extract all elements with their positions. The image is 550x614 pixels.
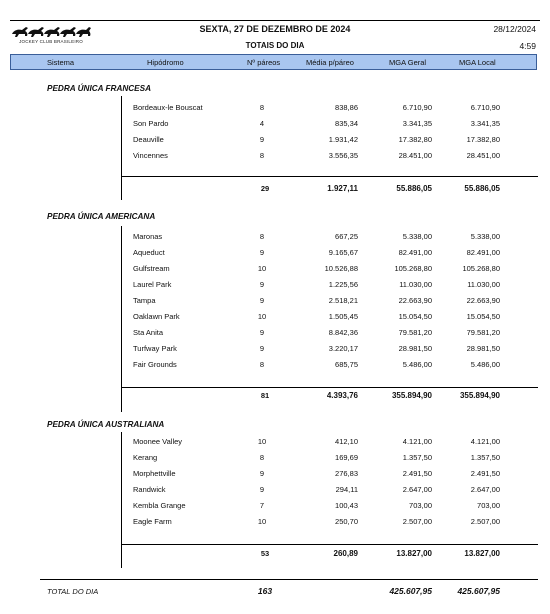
- mga-geral: 5.486,00: [402, 360, 432, 369]
- track-name: Son Pardo: [133, 119, 169, 128]
- mga-local: 5.338,00: [470, 232, 500, 241]
- average-per-race: 1.931,42: [328, 135, 358, 144]
- mga-local: 79.581,20: [466, 328, 500, 337]
- mga-geral: 2.491,50: [402, 469, 432, 478]
- mga-local: 17.382,80: [466, 135, 500, 144]
- col-media: Média p/páreo: [306, 58, 354, 67]
- section-title: PEDRA ÚNICA FRANCESA: [47, 84, 152, 93]
- mga-geral: 17.382,80: [398, 135, 432, 144]
- average-per-race: 9.165,67: [328, 248, 358, 257]
- table-row: [0, 469, 550, 485]
- table-row: [0, 280, 550, 296]
- average-per-race: 412,10: [335, 437, 358, 446]
- mga-local: 15.054,50: [466, 312, 500, 321]
- grand-total-mga-geral: 425.607,95: [389, 586, 432, 596]
- track-name: Tampa: [133, 296, 156, 305]
- race-count: 8: [259, 453, 265, 462]
- track-name: Aqueduct: [133, 248, 165, 257]
- track-name: Moonee Valley: [133, 437, 183, 446]
- average-per-race: 3.556,35: [328, 151, 358, 160]
- average-per-race: 8.842,36: [328, 328, 358, 337]
- race-count: 8: [259, 151, 265, 160]
- col-pareos: Nº páreos: [247, 58, 281, 67]
- mga-local: 6.710,90: [470, 103, 500, 112]
- mga-local: 28.981,50: [466, 344, 500, 353]
- mga-local: 28.451,00: [466, 151, 500, 160]
- average-per-race: 685,75: [335, 360, 358, 369]
- average-per-race: 1.505,45: [328, 312, 358, 321]
- table-row: [0, 517, 550, 533]
- mga-local: 22.663,90: [466, 296, 500, 305]
- average-per-race: 100,43: [335, 501, 358, 510]
- mga-local: 4.121,00: [470, 437, 500, 446]
- subtotal-mga-geral: 55.886,05: [396, 184, 432, 193]
- mga-local: 2.491,50: [470, 469, 500, 478]
- race-count: 8: [259, 232, 265, 241]
- average-per-race: 10.526,88: [324, 264, 358, 273]
- table-row: [0, 485, 550, 501]
- mga-geral: 22.663,90: [398, 296, 432, 305]
- average-per-race: 169,69: [335, 453, 358, 462]
- track-name: Sta Anita: [133, 328, 164, 337]
- mga-geral: 82.491,00: [398, 248, 432, 257]
- race-count: 8: [259, 103, 265, 112]
- mga-geral: 28.981,50: [398, 344, 432, 353]
- track-name: Oaklawn Park: [133, 312, 180, 321]
- average-per-race: 3.220,17: [328, 344, 358, 353]
- table-row: [0, 312, 550, 328]
- print-time: 4:59: [519, 41, 536, 51]
- track-name: Deauville: [133, 135, 164, 144]
- average-per-race: 294,11: [335, 485, 358, 494]
- table-row: [0, 248, 550, 264]
- track-name: Fair Grounds: [133, 360, 177, 369]
- header-top-rule: [10, 20, 540, 21]
- subtotal-pareos: 53: [260, 549, 270, 558]
- report-subtitle: TOTAIS DO DIA: [245, 41, 305, 50]
- race-count: 7: [259, 501, 265, 510]
- track-name: Gulfstream: [133, 264, 170, 273]
- subtotal-rule: [121, 176, 538, 177]
- table-row: [0, 501, 550, 517]
- mga-geral: 2.507,00: [402, 517, 432, 526]
- race-count: 8: [259, 360, 265, 369]
- average-per-race: 250,70: [335, 517, 358, 526]
- race-count: 4: [259, 119, 265, 128]
- subtotal-pareos: 81: [260, 391, 270, 400]
- subtotal-media: 4.393,76: [326, 391, 358, 400]
- logo-caption: JOCKEY CLUB BRASILEIRO: [19, 39, 83, 44]
- subtotal-media: 260,89: [333, 549, 358, 558]
- track-name: Morphettville: [133, 469, 176, 478]
- track-name: Maronas: [133, 232, 163, 241]
- mga-geral: 703,00: [409, 501, 432, 510]
- grand-total-pareos: 163: [257, 586, 273, 596]
- track-name: Laurel Park: [133, 280, 172, 289]
- race-count: 9: [259, 248, 265, 257]
- table-row: [0, 296, 550, 312]
- track-name: Bordeaux-le Bouscat: [133, 103, 203, 112]
- race-count: 9: [259, 135, 265, 144]
- track-name: Kembla Grange: [133, 501, 186, 510]
- section-title: PEDRA ÚNICA AMERICANA: [47, 212, 156, 221]
- race-count: 10: [257, 437, 267, 446]
- col-mga-local: MGA Local: [459, 58, 496, 67]
- column-header-bar: [10, 54, 537, 70]
- col-hipodromo: Hipódromo: [147, 58, 184, 67]
- subtotal-pareos: 29: [260, 184, 270, 193]
- mga-geral: 2.647,00: [402, 485, 432, 494]
- track-name: Eagle Farm: [133, 517, 172, 526]
- mga-geral: 3.341,35: [402, 119, 432, 128]
- mga-local: 1.357,50: [470, 453, 500, 462]
- table-row: [0, 103, 550, 119]
- subtotal-rule: [121, 387, 538, 388]
- table-row: [0, 344, 550, 360]
- table-row: [0, 232, 550, 248]
- average-per-race: 2.518,21: [328, 296, 358, 305]
- mga-geral: 6.710,90: [402, 103, 432, 112]
- race-count: 9: [259, 469, 265, 478]
- subtotal-mga-geral: 355.894,90: [391, 391, 432, 400]
- subtotal-rule: [121, 544, 538, 545]
- mga-geral: 79.581,20: [398, 328, 432, 337]
- average-per-race: 838,86: [335, 103, 358, 112]
- mga-local: 5.486,00: [470, 360, 500, 369]
- mga-geral: 5.338,00: [402, 232, 432, 241]
- grand-total-rule: [40, 579, 538, 580]
- mga-local: 703,00: [477, 501, 500, 510]
- race-count: 10: [257, 312, 267, 321]
- average-per-race: 667,25: [335, 232, 358, 241]
- race-count: 10: [257, 264, 267, 273]
- average-per-race: 276,83: [335, 469, 358, 478]
- mga-geral: 105.268,80: [394, 264, 432, 273]
- track-name: Randwick: [133, 485, 166, 494]
- grand-total-mga-local: 425.607,95: [457, 586, 500, 596]
- col-mga-geral: MGA Geral: [389, 58, 427, 67]
- average-per-race: 1.225,56: [328, 280, 358, 289]
- mga-local: 11.030,00: [467, 280, 500, 289]
- table-row: [0, 360, 550, 376]
- table-row: [0, 437, 550, 453]
- subtotal-mga-local: 355.894,90: [459, 391, 500, 400]
- race-count: 9: [259, 344, 265, 353]
- race-count: 9: [259, 296, 265, 305]
- mga-local: 82.491,00: [466, 248, 500, 257]
- race-count: 9: [259, 485, 265, 494]
- print-date: 28/12/2024: [493, 24, 536, 34]
- track-name: Turfway Park: [133, 344, 177, 353]
- table-row: [0, 453, 550, 469]
- track-name: Vincennes: [133, 151, 168, 160]
- subtotal-mga-local: 55.886,05: [464, 184, 500, 193]
- mga-geral: 11.030,00: [399, 280, 432, 289]
- average-per-race: 835,34: [335, 119, 358, 128]
- mga-geral: 28.451,00: [398, 151, 432, 160]
- subtotal-mga-local: 13.827,00: [464, 549, 500, 558]
- mga-geral: 15.054,50: [398, 312, 432, 321]
- mga-local: 2.647,00: [470, 485, 500, 494]
- mga-geral: 4.121,00: [402, 437, 432, 446]
- grand-total-label: TOTAL DO DIA: [47, 587, 99, 596]
- mga-local: 2.507,00: [470, 517, 500, 526]
- mga-local: 3.341,35: [470, 119, 500, 128]
- table-row: [0, 328, 550, 344]
- subtotal-media: 1.927,11: [327, 184, 358, 193]
- subtotal-mga-geral: 13.827,00: [396, 549, 432, 558]
- table-row: [0, 135, 550, 151]
- table-row: [0, 264, 550, 280]
- table-row: [0, 151, 550, 167]
- mga-geral: 1.357,50: [402, 453, 432, 462]
- race-count: 9: [259, 328, 265, 337]
- track-name: Kerang: [133, 453, 158, 462]
- mga-local: 105.268,80: [462, 264, 500, 273]
- section-title: PEDRA ÚNICA AUSTRALIANA: [47, 420, 165, 429]
- race-count: 9: [259, 280, 265, 289]
- race-count: 10: [257, 517, 267, 526]
- table-row: [0, 119, 550, 135]
- col-sistema: Sistema: [47, 58, 75, 67]
- report-date-title: SEXTA, 27 DE DEZEMBRO DE 2024: [199, 24, 351, 34]
